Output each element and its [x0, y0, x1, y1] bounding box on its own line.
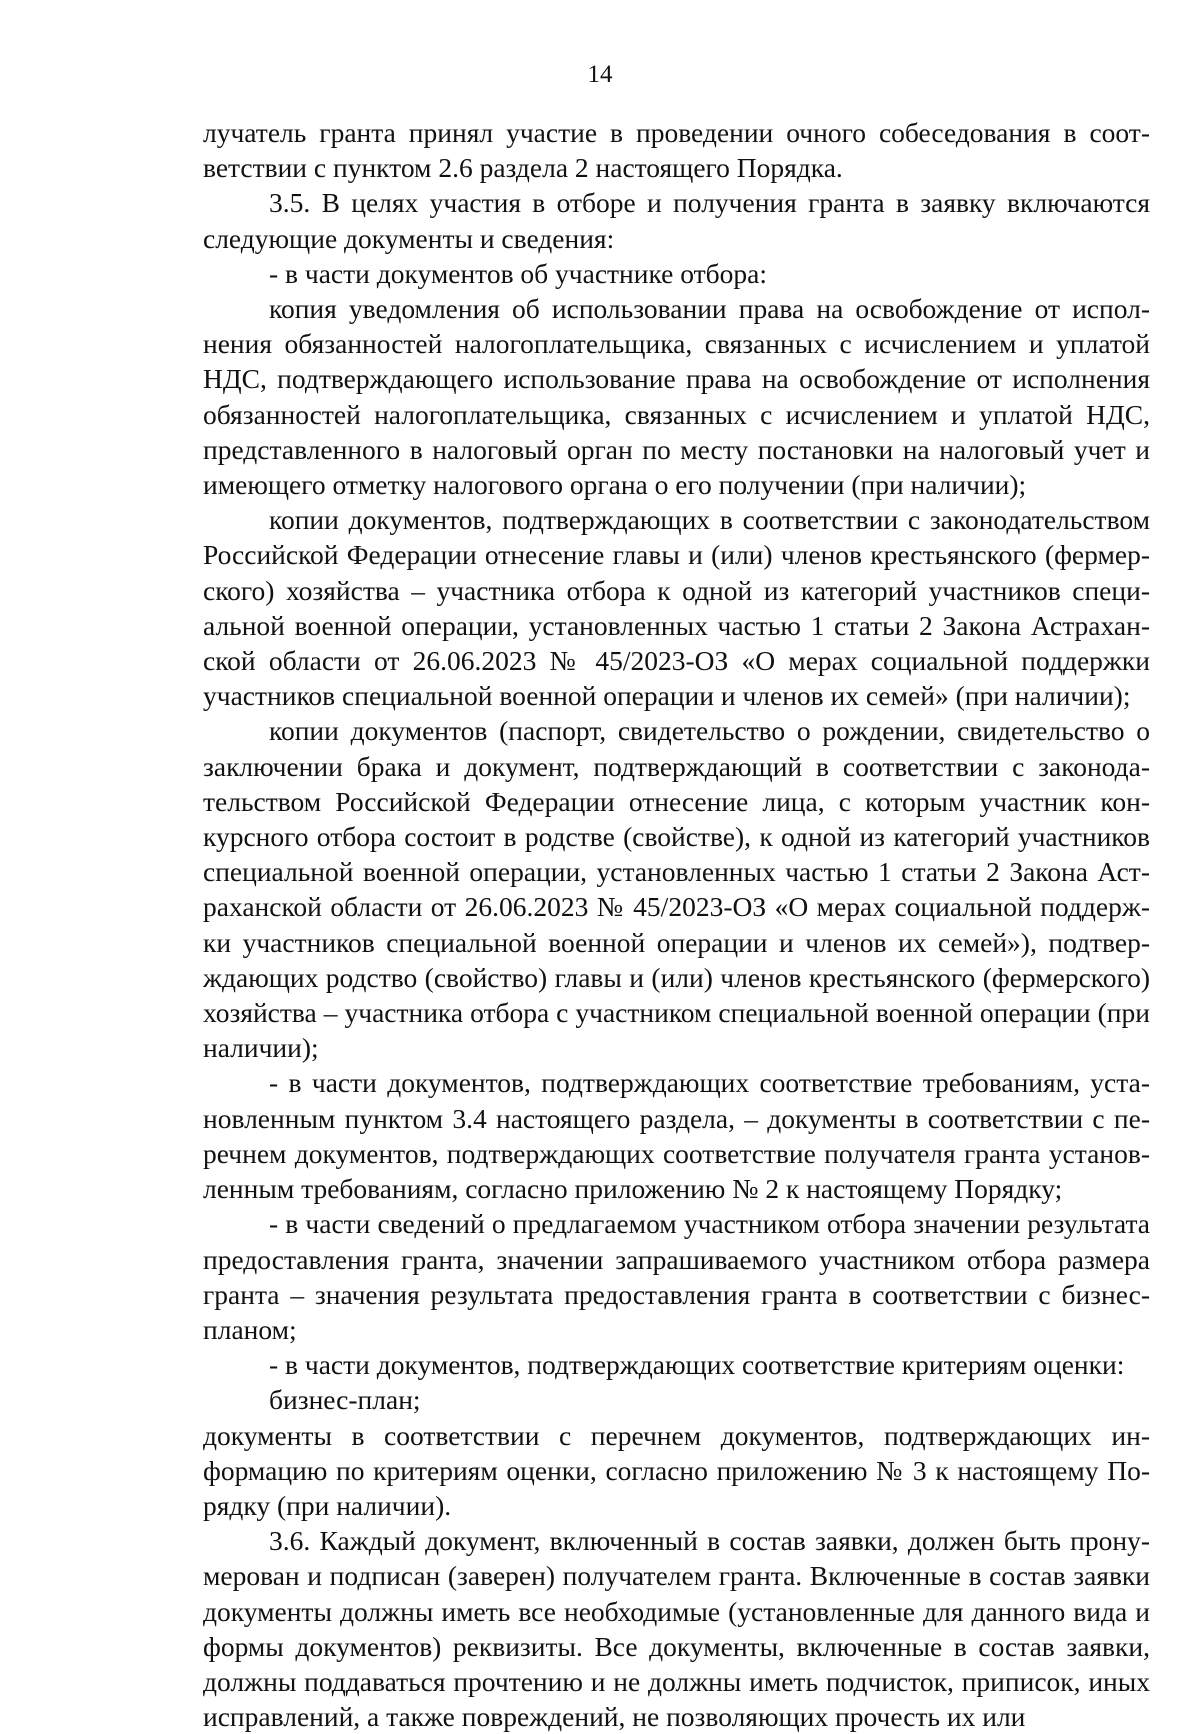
paragraph-continuation: лучатель гранта принял участие в проведении очного собеседования в соответствии с пунктом 2.6 раздела 2 настоящего Порядка.: [203, 117, 1150, 184]
paragraph-result-values: - в части сведений о предлагаемом участником отбора значении результата предоставления гранта, значении запрашиваемого участником отбора размера гранта – значения результата предоставления гранта в соответствии с бизнес-планом;: [203, 1208, 1150, 1345]
paragraph-svo-category-docs: копии документов, подтверждающих в соответствии с законодательством Российской Федерации отнесение главы и (или) членов крестьянского (фермерского) хозяйства – участника отбора к одной из категорий участников специальной военной операции, установленных частью 1 статьи 2 Закона Астраханской области от 26.06.2023 № 45/2023-ОЗ «О мерах социальной поддержки участников специальной военной операции и членов их семей» (при наличии);: [203, 504, 1150, 712]
paragraph-3-6: 3.6. Каждый документ, включенный в состав заявки, должен быть пронумерован и подписан (заверен) получателем гранта. Включенные в состав заявки документы должны иметь все необходимые (установленные для данного вида и формы документов) реквизиты. Все документы, включенные в состав заявки, должны поддаваться прочтению и не должны иметь подчисток, приписок, иных исправлений, а также повреждений, не позволяющих прочесть их или: [203, 1525, 1150, 1733]
paragraph-3-5-intro: 3.5. В целях участия в отборе и получения гранта в заявку включаются следующие документы и сведения:: [203, 187, 1150, 254]
paragraph-vat-notice-copy: копия уведомления об использовании права на освобождение от исполнения обязанностей налогоплательщика, связанных с исчислением и уплатой НДС, подтверждающего использование права на освобождение от исполнения обязанностей налогоплательщика, связанных с исчислением и уплатой НДС, представленного в налоговый орган по месту постановки на налоговый учет и имеющего отметку налогового органа о его получении (при наличии);: [203, 293, 1150, 501]
document-body: [203, 115, 1150, 1734]
page-number: 14: [587, 61, 613, 88]
paragraph-kinship-docs: копии документов (паспорт, свидетельство о рождении, свидетельство о заключении брака и документ, подтверждающий в соответствии с законодательством Российской Федерации отнесение лица, с которым участник конкурсного отбора состоит в родстве (свойстве), к одной из категорий участников специальной военной операции, установленных частью 1 статьи 2 Закона Астраханской области от 26.06.2023 № 45/2023-ОЗ «О мерах социальной поддержки участников специальной военной операции и членов их семей»), подтверждающих родство (свойство) главы и (или) членов крестьянского (фермерского) хозяйства – участника отбора с участником специальной военной операции (при наличии);: [203, 715, 1150, 1064]
paragraph-criteria-docs-heading: - в части документов, подтверждающих соответствие критериям оценки:: [269, 1349, 1125, 1381]
paragraph-requirements-docs: - в части документов, подтверждающих соответствие требованиям, установленным пунктом 3.4 настоящего раздела, – документы в соответствии с перечнем документов, подтверждающих соответствие получателя гранта установленным требованиям, согласно приложению № 2 к настоящему Порядку;: [203, 1067, 1150, 1205]
paragraph-business-plan: бизнес-план;: [269, 1384, 421, 1416]
paragraph-participant-docs-heading: - в части документов об участнике отбора:: [269, 257, 767, 289]
paragraph-criteria-docs: документы в соответствии с перечнем документов, подтверждающих информацию по критериям оценки, согласно приложению № 3 к настоящему Порядку (при наличии).: [203, 1419, 1150, 1521]
